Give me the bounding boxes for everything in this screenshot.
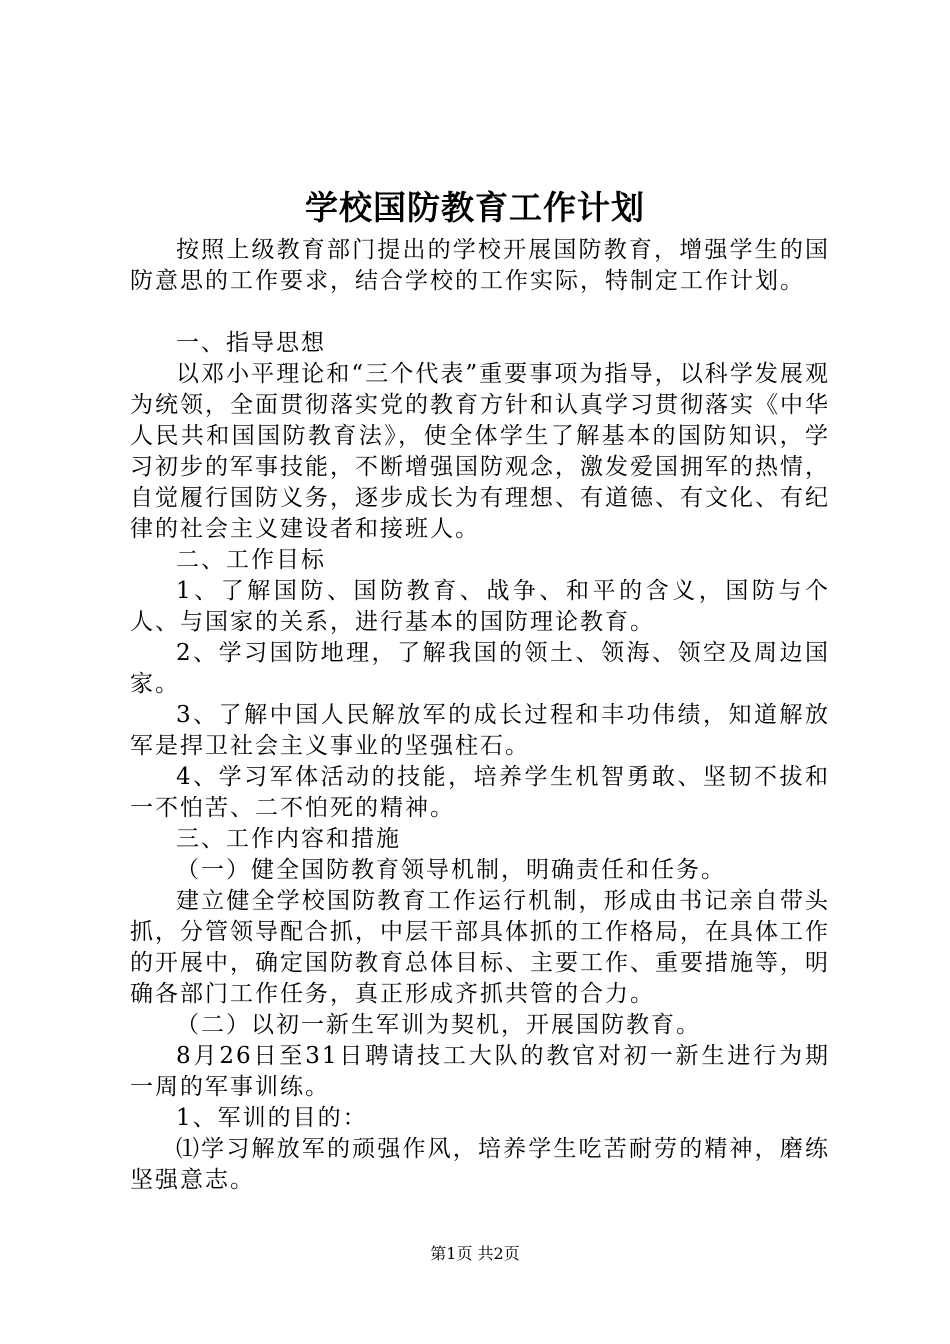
page-number-footer: 第1页 共2页	[430, 1244, 520, 1263]
subsection-1-paragraph: 建立健全学校国防教育工作运行机制，形成由书记亲自带头抓，分管领导配合抓，中层干部具体抓的工作格局，在具体工作的开展中，确定国防教育总体目标、主要工作、重要措施等，明确各部门工作任务，真正形成齐抓共管的合力。	[130, 888, 830, 1007]
training-purpose-heading: 1、军训的目的：	[176, 1105, 368, 1131]
guiding-ideology-paragraph: 以邓小平理论和“三个代表”重要事项为指导，以科学发展观为统领，全面贯彻落实党的教育方针和认真学习贯彻落实《中华人民共和国国防教育法》，使全体学生了解基本的国防知识，学习初步的军事技能，不断增强国防观念，激发爱国拥军的热情，自觉履行国防义务，逐步成长为有理想、有道德、有文化、有纪律的社会主义建设者和接班人。	[130, 361, 830, 542]
military-training-paragraph: 8月26日至31日聘请技工大队的教官对初一新生进行为期一周的军事训练。	[130, 1043, 830, 1100]
training-purpose-item-1: ⑴学习解放军的顽强作风，培养学生吃苦耐劳的精神，磨练坚强意志。	[130, 1136, 830, 1193]
document-title: 学校国防教育工作计划	[305, 188, 645, 227]
goal-item-3: 3、了解中国人民解放军的成长过程和丰功伟绩，知道解放军是捍卫社会主义事业的坚强柱石。	[130, 702, 830, 759]
section-heading-content-measures: 三、工作内容和措施	[176, 826, 401, 852]
intro-paragraph: 按照上级教育部门提出的学校开展国防教育，增强学生的国防意思的工作要求，结合学校的工作实际，特制定工作计划。	[130, 237, 830, 294]
goal-item-2: 2、学习国防地理，了解我国的领土、领海、领空及周边国家。	[130, 640, 830, 697]
goal-item-1: 1、了解国防、国防教育、战争、和平的含义，国防与个人、与国家的关系，进行基本的国防理论教育。	[130, 578, 830, 635]
subsection-heading-1: （一）健全国防教育领导机制，明确责任和任务。	[176, 857, 726, 883]
section-heading-guiding-ideology: 一、指导思想	[176, 330, 326, 356]
goal-item-4: 4、学习军体活动的技能，培养学生机智勇敢、坚韧不拔和一不怕苦、二不怕死的精神。	[130, 764, 830, 821]
section-heading-work-goals: 二、工作目标	[176, 547, 326, 573]
document-body	[130, 235, 830, 1196]
subsection-heading-2: （二）以初一新生军训为契机，开展国防教育。	[176, 1012, 701, 1038]
